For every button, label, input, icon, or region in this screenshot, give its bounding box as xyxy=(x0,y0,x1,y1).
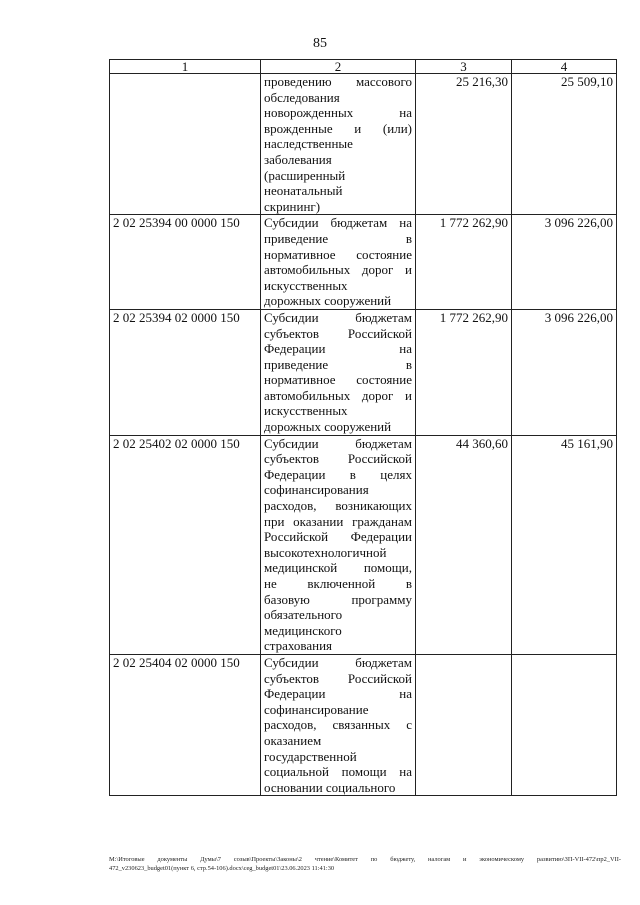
description-line: приведение в xyxy=(264,230,412,246)
description-line: субъектов Российской xyxy=(264,670,412,686)
description-line: искусственных xyxy=(264,403,348,419)
description-cell xyxy=(261,435,416,654)
description-line: дорожных сооружений xyxy=(264,419,392,435)
column-header: 4 xyxy=(512,60,617,74)
description-line: нормативное состояние xyxy=(264,372,412,388)
table-row xyxy=(110,309,617,435)
description-line: нормативное состояние xyxy=(264,246,412,262)
table-row xyxy=(110,435,617,654)
description-line: заболевания xyxy=(264,151,332,167)
description-line: расходов, возникающих xyxy=(264,498,412,514)
footer-line: M:\Итоговые документы Думы\7 созыв\Проекты\Законы\2 чтение\Комитет по бюджету, налогам и экономическому развитию\ЗП-VII-472\пр2_VII- xyxy=(109,856,621,863)
description-line: неонатальный xyxy=(264,183,343,199)
amount-col3-cell: 1 772 262,90 xyxy=(416,309,512,435)
description-line: государственной xyxy=(264,748,357,764)
file-path-footer xyxy=(109,855,621,873)
description-line: при оказании гражданам xyxy=(264,513,412,529)
description-line: оказанием xyxy=(264,732,322,748)
description-line: медицинского xyxy=(264,622,342,638)
description-line: наследственные xyxy=(264,136,353,152)
amount-col3-cell: 44 360,60 xyxy=(416,435,512,654)
description-line: основании социального xyxy=(264,779,396,795)
description-line: автомобильных дорог и xyxy=(264,387,412,403)
amount-col3-cell xyxy=(416,654,512,795)
page-number: 85 xyxy=(313,36,327,51)
budget-code-cell: 2 02 25402 02 0000 150 xyxy=(110,435,261,654)
description-cell xyxy=(261,215,416,310)
description-line: приведение в xyxy=(264,356,412,372)
description-line: софинансирования xyxy=(264,482,369,498)
amount-col3-cell: 1 772 262,90 xyxy=(416,215,512,310)
description-line: обследования xyxy=(264,89,340,105)
table-header-row xyxy=(110,60,617,74)
description-line: Субсидии бюджетам xyxy=(264,654,412,670)
column-header: 3 xyxy=(416,60,512,74)
description-line: врожденные и (или) xyxy=(264,120,412,136)
description-line: субъектов Российской xyxy=(264,325,412,341)
description-line: субъектов Российской xyxy=(264,451,412,467)
description-line: новорожденных на xyxy=(264,105,412,121)
column-header: 1 xyxy=(110,60,261,74)
description-line: проведению массового xyxy=(264,74,412,89)
table-row xyxy=(110,74,617,215)
description-cell xyxy=(261,74,416,215)
footer-line: 472_v230623_budget01(пункт 6, стр.54-106).docx\ceg_budget01\23.06.2023 11:41:30 xyxy=(109,865,335,872)
description-line: медицинской помощи, xyxy=(264,560,412,576)
table-body xyxy=(110,74,617,796)
table-row xyxy=(110,654,617,795)
amount-col4-cell: 45 161,90 xyxy=(512,435,617,654)
description-cell xyxy=(261,309,416,435)
description-line: высокотехнологичной xyxy=(264,544,387,560)
column-header: 2 xyxy=(261,60,416,74)
budget-code-cell: 2 02 25394 02 0000 150 xyxy=(110,309,261,435)
amount-col4-cell xyxy=(512,654,617,795)
description-line: Российской Федерации xyxy=(264,529,412,545)
description-line: не включенной в xyxy=(264,576,412,591)
description-line: Субсидии бюджетам xyxy=(264,435,412,451)
table-row xyxy=(110,215,617,310)
description-line: дорожных сооружений xyxy=(264,293,392,309)
budget-table xyxy=(109,59,617,796)
description-line: софинансирование xyxy=(264,701,369,717)
description-line: Федерации на xyxy=(264,686,412,702)
description-line: автомобильных дорог и xyxy=(264,262,412,278)
description-line: обязательного xyxy=(264,607,343,623)
description-line: расходов, связанных с xyxy=(264,717,412,733)
description-line: Субсидии бюджетам на xyxy=(264,215,412,231)
description-line: (расширенный xyxy=(264,167,346,183)
budget-code-cell: 2 02 25404 02 0000 150 xyxy=(110,654,261,795)
description-line: Федерации на xyxy=(264,341,412,357)
description-line: Субсидии бюджетам xyxy=(264,309,412,325)
description-line: базовую программу xyxy=(264,591,412,607)
description-line: искусственных xyxy=(264,277,348,293)
budget-code-cell: 2 02 25394 00 0000 150 xyxy=(110,215,261,310)
budget-code-cell xyxy=(110,74,261,215)
amount-col4-cell: 25 509,10 xyxy=(512,74,617,215)
description-line: Федерации в целях xyxy=(264,466,412,482)
amount-col4-cell: 3 096 226,00 xyxy=(512,309,617,435)
description-line: скрининг) xyxy=(264,198,321,214)
description-line: страхования xyxy=(264,638,333,654)
description-line: социальной помощи на xyxy=(264,764,412,780)
amount-col3-cell: 25 216,30 xyxy=(416,74,512,215)
amount-col4-cell: 3 096 226,00 xyxy=(512,215,617,310)
description-cell xyxy=(261,654,416,795)
